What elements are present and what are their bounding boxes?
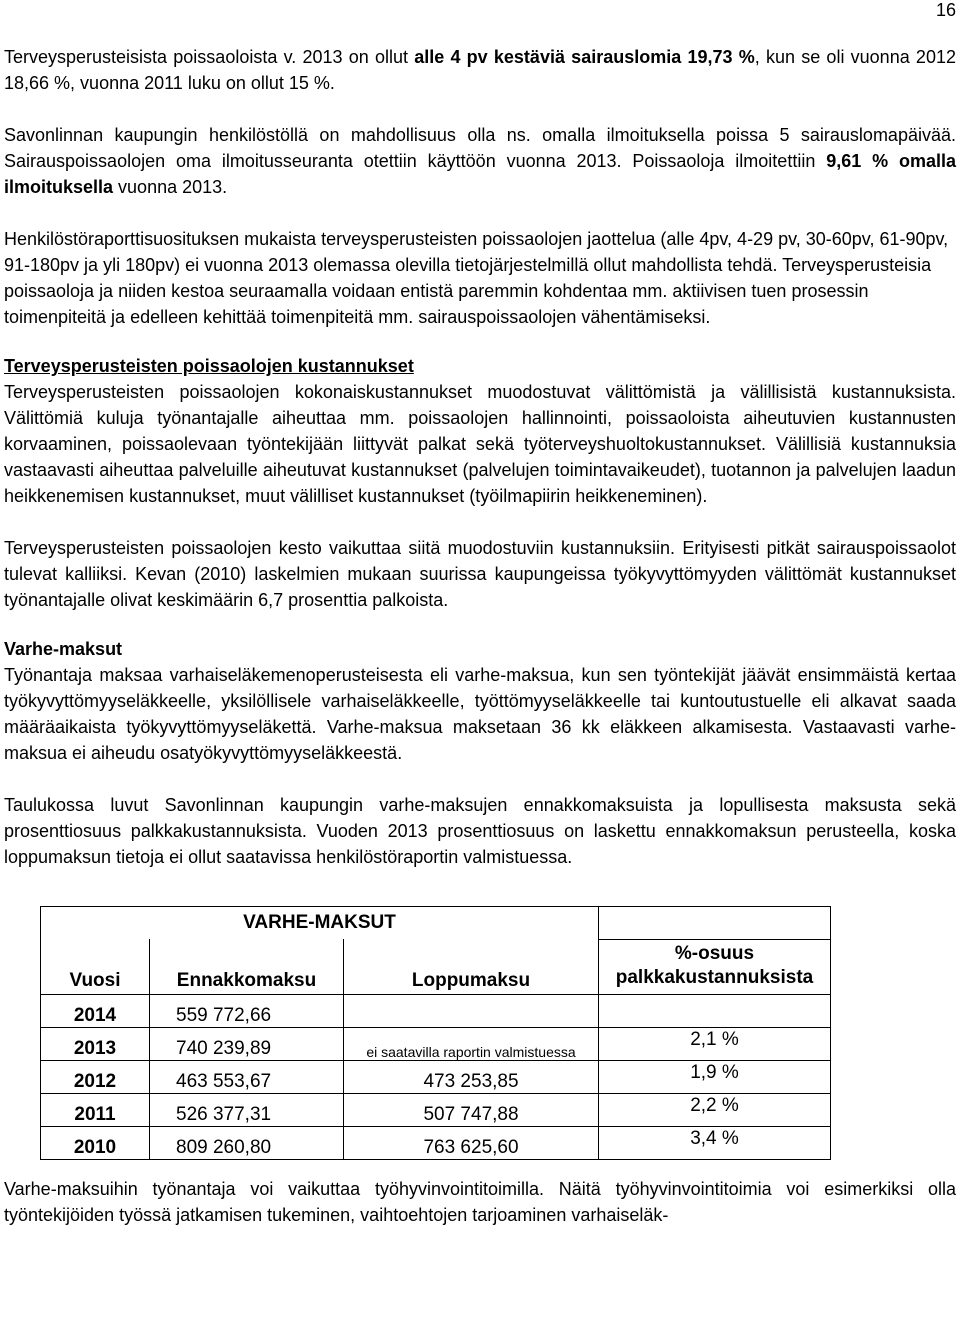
table-row <box>41 1093 831 1126</box>
cell-year: 2010 <box>41 1126 150 1159</box>
header-final: Loppumaksu <box>344 939 599 994</box>
table-row <box>41 1126 831 1159</box>
varhe-table-wrapper <box>40 906 956 1160</box>
heading-costs: Terveysperusteisten poissaolojen kustannukset <box>4 356 414 376</box>
paragraph-varhe-influence: Varhe-maksuihin työnantaja voi vaikuttaa työhyvinvointitoimilla. Näitä työhyvinvointitoimia voi esimerkiksi olla työntekijöiden työssä jatkamisen tukeminen, vaihtoehtojen tarjoaminen varhaiseläk- <box>4 1178 956 1225</box>
cell-final: ei saatavilla raportin valmistuessa <box>344 1027 599 1060</box>
text: , kun se oli vuonna 2012 18,66 %, vuonna 2011 luku on ollut 15 %. <box>4 47 956 93</box>
paragraph-short-absences <box>4 44 956 96</box>
cell-percent: 2,1 % <box>599 1027 831 1060</box>
cell-advance: 740 239,89 <box>150 1027 344 1060</box>
document-body <box>4 44 956 1228</box>
cell-advance: 526 377,31 <box>150 1093 344 1126</box>
text: Savonlinnan kaupungin henkilöstöllä on mahdollisuus olla ns. omalla ilmoituksella poissa 5 sairauslomapäivää. Sairauspoissaolojen oma ilmoitusseuranta otettiin käyttöön vuonna 2013. Poissaoloja ilmoitettiin <box>4 125 956 171</box>
cell-advance: 809 260,80 <box>150 1126 344 1159</box>
cell-year: 2013 <box>41 1027 150 1060</box>
cell-percent: 3,4 % <box>599 1126 831 1159</box>
cell-final <box>344 994 599 1027</box>
table-row <box>41 994 831 1027</box>
table-row <box>41 1027 831 1060</box>
cell-advance: 463 553,67 <box>150 1060 344 1093</box>
cell-year: 2012 <box>41 1060 150 1093</box>
header-percent: %-osuus palkkakustannuksista <box>599 939 831 994</box>
paragraph-table-intro: Taulukossa luvut Savonlinnan kaupungin varhe-maksujen ennakkomaksuista ja lopullisesta maksusta sekä prosenttiosuus palkkakustannuksista. Vuoden 2013 prosenttiosuus on laskettu ennakkomaksun perusteella, koska loppumaksun tietoja ei ollut saatavissa henkilöstöraportin valmistuessa. <box>4 795 956 867</box>
paragraph-self-reported <box>4 122 956 200</box>
cell-percent: 1,9 % <box>599 1060 831 1093</box>
text: vuonna 2013. <box>113 177 228 197</box>
paragraph-costs: Terveysperusteisten poissaolojen kokonaiskustannukset muodostuvat välittömistä ja välillisistä kustannuksista. Välittömiä kuluja työnantajalle aiheuttaa mm. poissaolojen hallinnointi, poissaoloista aiheutuvien kustannusten korvaaminen, poissaolevaan työntekijään liittyvät palkat sekä työterveyshuoltokustannukset. Välillisiä kustannuksia vastaavasti aiheuttaa palveluille aiheutuvat kustannukset (palvelujen toimintavaikeudet), tuotannon ja palvelujen laadun heikkenemisen kustannukset, muut välilliset kustannukset (työilmapiirin heikkeneminen). <box>4 382 956 506</box>
page-number: 16 <box>935 0 956 20</box>
table-title-spacer <box>599 907 831 940</box>
cell-percent: 2,2 % <box>599 1093 831 1126</box>
paragraph-duration: Terveysperusteisten poissaolojen kesto vaikuttaa siitä muodostuviin kustannuksiin. Erityisesti pitkät sairauspoissaolot tulevat kalliiksi. Kevan (2010) laskelmien mukaan suurissa kaupungeissa työkyvyttömyyden välittömät kustannukset työnantajalle olivat keskimäärin 6,7 prosenttia palkoista. <box>4 538 956 610</box>
bold-text: 9,61 % omalla ilmoituksella <box>4 151 956 197</box>
cell-percent <box>599 994 831 1027</box>
paragraph-categorization: Henkilöstöraporttisuosituksen mukaista terveysperusteisten poissaolojen jaottelua (alle 4pv, 4-29 pv, 30-60pv, 61-90pv, 91-180pv ja yli 180pv) ei vuonna 2013 olemassa olevilla tietojärjestelmillä ollut mahdollista tehdä. Terveysperusteisia poissaoloja ja niiden kestoa seuraamalla voidaan entistä paremmin kohdentaa mm. aktiivisen tuen prosessin toimenpiteitä ja edelleen kehittää toimenpiteitä mm. sairauspoissaolojen vähentämiseksi. <box>4 229 949 327</box>
cell-final: 473 253,85 <box>344 1060 599 1093</box>
table-title: VARHE-MAKSUT <box>41 907 599 940</box>
varhe-table <box>40 906 831 1160</box>
cell-advance: 559 772,66 <box>150 994 344 1027</box>
cell-final: 507 747,88 <box>344 1093 599 1126</box>
bold-text: alle 4 pv kestäviä sairauslomia 19,73 % <box>414 47 755 67</box>
cell-year: 2011 <box>41 1093 150 1126</box>
header-year: Vuosi <box>41 939 150 994</box>
heading-varhe: Varhe-maksut <box>4 639 123 659</box>
text: Terveysperusteisista poissaoloista v. 2013 on ollut <box>4 47 415 67</box>
cell-year: 2014 <box>41 994 150 1027</box>
header-advance: Ennakkomaksu <box>150 939 344 994</box>
cell-final: 763 625,60 <box>344 1126 599 1159</box>
table-row <box>41 1060 831 1093</box>
paragraph-varhe: Työnantaja maksaa varhaiseläkemenoperusteisesta eli varhe-maksua, kun sen työntekijät jäävät ensimmäistä kertaa työkyvyttömyyseläkkeelle, yksilöllisele varhaiseläkkeelle, työttömyyseläkkeelle tai kuntoutustuelle eli alkavat saada määräaikaista työkyvyttömyyseläkettä. Varhe-maksua maksetaan 36 kk eläkkeen alkamisesta. Vastaavasti varhe-maksua ei aiheudu osatyökyvyttömyyseläkkeestä. <box>4 665 956 763</box>
